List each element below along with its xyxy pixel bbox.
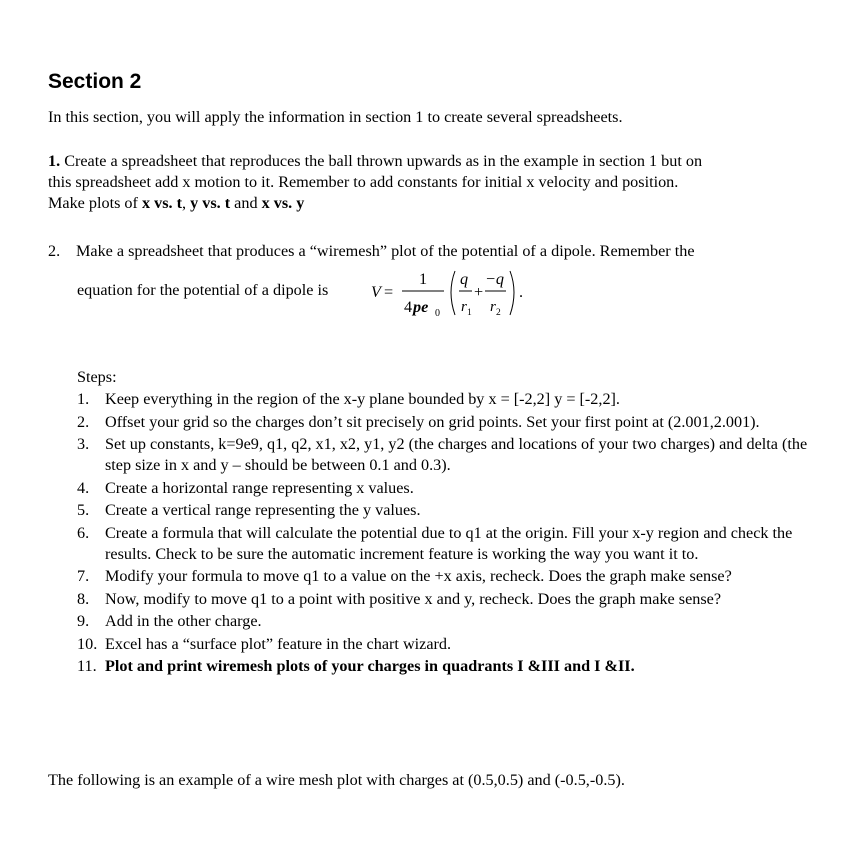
plot-y-vs-t: y vs. t [190, 194, 231, 212]
step-item [77, 434, 837, 476]
step-item [77, 656, 837, 677]
step-text: Set up constants, k=9e9, q1, q2, x1, x2, y1, y2 (the charges and locations of your two charges) and delta (the step size in x and y – should be between 0.1 and 0.3). [105, 435, 808, 474]
formula-plus: + [474, 283, 484, 301]
formula-numerator: 1 [418, 270, 428, 288]
step-text: Excel has a “surface plot” feature in the chart wizard. [105, 634, 452, 653]
section-heading: Section 2 [48, 70, 142, 93]
step-number: 2. [77, 412, 90, 431]
formula-r2-sub: 2 [496, 308, 501, 318]
task-1-text-line-1: Create a spreadsheet that reproduces the ball thrown upwards as in the example in section 1 but on [64, 152, 703, 170]
formula-r1: r [461, 299, 467, 315]
step-number: 11. [77, 657, 97, 675]
formula-right-paren [510, 271, 514, 315]
step-number: 1. [77, 390, 90, 408]
steps-label: Steps: [77, 368, 117, 386]
step-text: Offset your grid so the charges don’t sit precisely on grid points. Set your first point at (2.001,2.001). [105, 412, 760, 431]
step-text: Keep everything in the region of the x-y plane bounded by x = [-2,2] y = [-2,2]. [105, 390, 620, 408]
task-1 [48, 151, 702, 214]
step-item [77, 500, 837, 521]
step-text: Create a horizontal range representing x values. [105, 478, 414, 497]
formula-period: . [519, 283, 524, 301]
step-text: Plot and print wiremesh plots of your charges in quadrants I &III and I &II. [105, 657, 635, 675]
step-item [77, 478, 837, 499]
step-item [77, 412, 837, 433]
task-1-line-3 [48, 193, 702, 214]
step-number: 3. [77, 435, 90, 453]
formula-neg-q: −q [485, 270, 505, 288]
step-number: 7. [77, 567, 90, 585]
closing-paragraph: The following is an example of a wire mesh plot with charges at (0.5,0.5) and (-0.5,-0.5). [48, 771, 625, 789]
step-text: Add in the other charge. [105, 612, 262, 630]
step-text: Modify your formula to move q1 to a value on the +x axis, recheck. Does the graph make sense? [105, 567, 732, 585]
step-text: Create a vertical range representing the y values. [105, 501, 421, 519]
task-2-line-2: equation for the potential of a dipole is [77, 281, 329, 299]
formula-v: V [371, 283, 381, 301]
plot-x-vs-t: x vs. t [141, 194, 182, 212]
plot-x-vs-y: x vs. y [261, 194, 305, 212]
formula-den-pe: pe [413, 298, 429, 316]
task-2-line-1 [48, 241, 695, 262]
formula-left-paren [451, 271, 455, 315]
dipole-potential-formula [371, 262, 541, 324]
step-item [77, 389, 837, 410]
formula-equals: = [384, 283, 394, 301]
step-number: 8. [77, 589, 90, 608]
steps-list [77, 389, 837, 679]
formula-r2: r [490, 299, 496, 315]
step-number: 9. [77, 612, 90, 630]
task-1-line-2: this spreadsheet add x motion to it. Remember to add constants for initial x velocity and position. [48, 173, 679, 191]
formula-q1: q [460, 270, 469, 288]
task-1-plots-prefix: Make plots of [48, 194, 142, 212]
plot-separator-2: and [230, 194, 262, 212]
step-item [77, 611, 837, 632]
formula-den-subscript: 0 [435, 308, 440, 319]
intro-paragraph: In this section, you will apply the information in section 1 to create several spreadsheets. [48, 108, 623, 126]
step-text: Create a formula that will calculate the potential due to q1 at the origin. Fill your x-y region and check the results. Check to be sure the automatic increment feature is working the way you want it to. [105, 523, 793, 563]
task-2-text: Make a spreadsheet that produces a “wiremesh” plot of the potential of a dipole. Remember the [76, 242, 695, 260]
step-number: 6. [77, 523, 90, 542]
step-number: 10. [77, 634, 98, 653]
plot-separator-1: , [182, 194, 191, 212]
formula-den-4: 4 [404, 298, 413, 316]
step-item [77, 589, 837, 610]
step-item [77, 566, 837, 587]
task-2-number: 2. [48, 242, 61, 260]
task-1-line-1 [48, 151, 702, 172]
formula-r1-sub: 1 [467, 308, 472, 318]
task-1-number: 1. [48, 152, 61, 170]
step-number: 4. [77, 478, 90, 497]
step-item [77, 523, 837, 565]
step-number: 5. [77, 501, 90, 519]
step-text: Now, modify to move q1 to a point with positive x and y, recheck. Does the graph make sense? [105, 589, 722, 608]
step-item [77, 634, 837, 655]
